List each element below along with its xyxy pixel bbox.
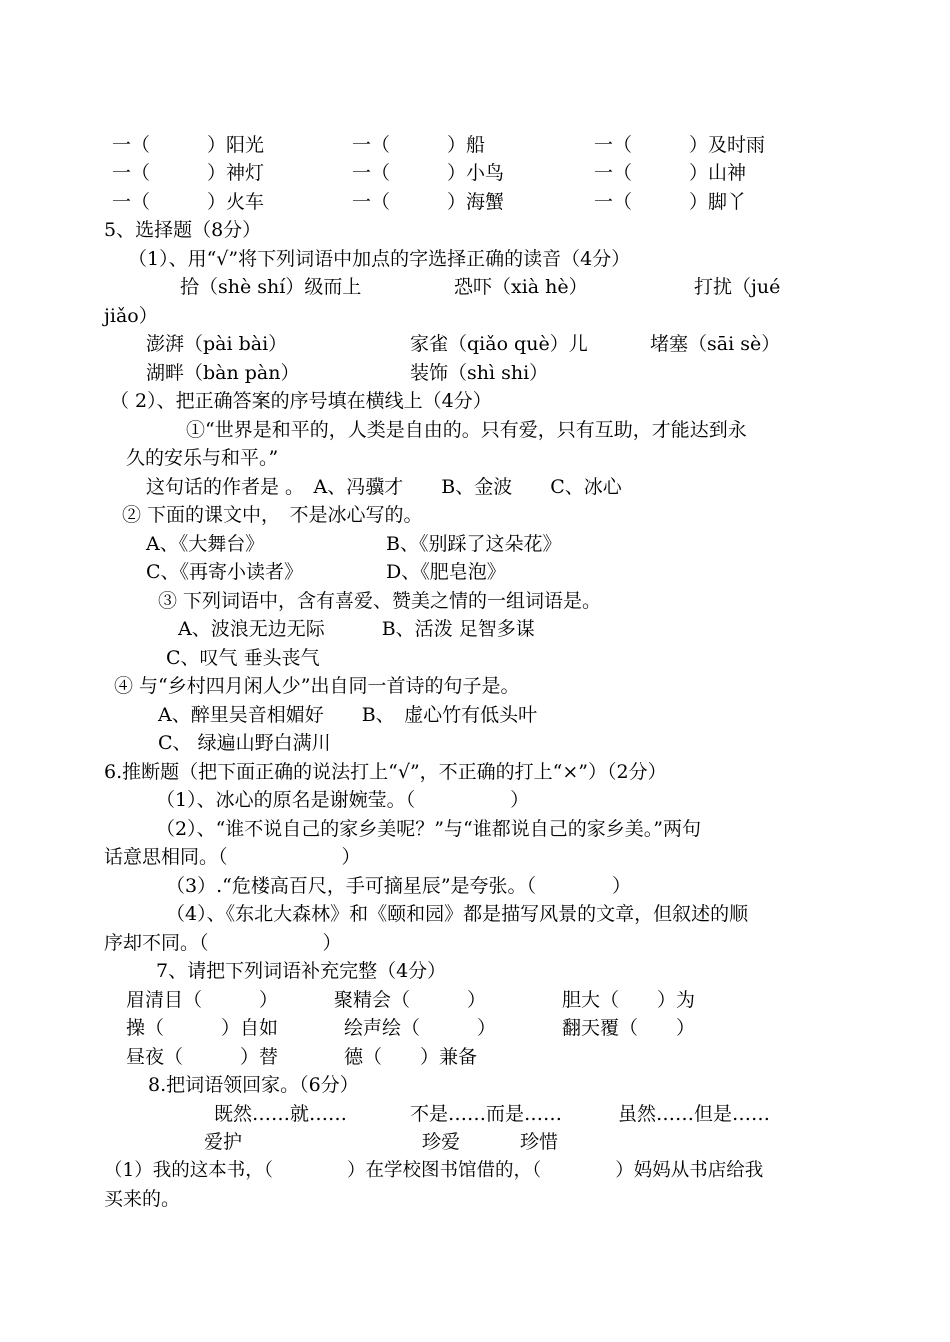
pinyin-item-dusai: 堵塞（sāi sè） [650, 333, 781, 355]
pinyin-item-konghe: 恐吓（xià hè） [454, 276, 588, 298]
question-3-options: A、波浪无边无际 B、活泼 足智多谋 [178, 618, 535, 640]
section7-title: 7、请把下列词语补充完整（4分） [156, 960, 447, 982]
pinyin-item-zhuangshi: 装饰（shì shi） [410, 362, 549, 384]
sentence-1-line1: （1）我的这本书，（ ）在学校图书馆借的，（ ）妈妈从书店给我 [104, 1160, 764, 1181]
word-zhenai: 珍爱 [422, 1131, 461, 1153]
section8-title: 8.把词语领回家。（6分） [148, 1074, 359, 1096]
fill-blank-3-3: 一（ ）脚丫 [594, 191, 747, 213]
judge-item-4-line1: （4）、《东北大森林》和《颐和园》都是描写风景的文章，但叙述的顺 [166, 903, 749, 925]
section5-part1-title: （1）、用“√”将下列词语中加点的字选择正确的读音（4分） [128, 248, 631, 270]
question-2-option-a: A、《大舞台》 [146, 533, 265, 555]
judge-item-3: （3）.“危楼高百尺，手可摘星辰”是夸张。（ ） [166, 875, 632, 897]
judge-item-1: （1）、冰心的原名是谢婉莹。（ ） [156, 789, 530, 811]
fill-blank-3-1: 一（ ）火车 [112, 191, 265, 213]
pinyin-item-jiaque: 家雀（qiǎo què）儿 [410, 333, 588, 355]
question-2-option-b: B、《别踩了这朵花》 [386, 533, 562, 555]
question-1-line2: 久的安乐与和平。” [126, 447, 279, 469]
judge-item-2-line2: 话意思相同。（ ） [104, 846, 361, 868]
word-zhenxi: 珍惜 [520, 1131, 559, 1153]
question-1-options: 这句话的作者是 。 A、冯骥才 B、金波 C、冰心 [146, 476, 622, 498]
idiom-3-2: 德（ ）兼备 [344, 1046, 478, 1068]
idiom-2-1: 操（ ）自如 [126, 1017, 279, 1039]
idiom-1-2: 聚精会（ ） [334, 989, 487, 1011]
question-2-option-c: C、《再寄小读者》 [146, 561, 304, 583]
judge-item-4-line2: 序却不同。（ ） [104, 932, 342, 954]
fill-blank-2-2: 一（ ）小鸟 [352, 162, 505, 184]
word-aihu: 爱护 [204, 1131, 243, 1153]
pinyin-item-darao-wrap: jiǎo） [104, 305, 158, 327]
conjunction-1: 既然……就…… [214, 1103, 348, 1125]
question-4-option-c: C、 绿遍山野白满川 [158, 732, 331, 754]
question-3: ③ 下列词语中，含有喜爱、赞美之情的一组词语是。 [158, 590, 602, 612]
question-3-option-c: C、叹气 垂头丧气 [166, 647, 320, 669]
idiom-2-2: 绘声绘（ ） [344, 1017, 497, 1039]
pinyin-item-pengpai: 澎湃（pài bài） [146, 333, 288, 355]
question-2-option-d: D、《肥皂泡》 [386, 561, 506, 583]
idiom-1-1: 眉清目（ ） [126, 989, 279, 1011]
pinyin-item-hupan: 湖畔（bàn pàn） [146, 362, 300, 384]
fill-blank-3-2: 一（ ）海蟹 [352, 191, 505, 213]
pinyin-item-shiji: 拾（shè shí）级而上 [180, 276, 362, 298]
section5-part2-title: （ 2）、把正确答案的序号填在横线上（4分） [110, 390, 492, 412]
pinyin-item-darao: 打扰（jué [694, 276, 781, 298]
question-2: ② 下面的课文中， 不是冰心写的。 [122, 504, 423, 526]
sentence-1-line2: 买来的。 [104, 1188, 181, 1210]
idiom-3-1: 昼夜（ ）替 [126, 1046, 279, 1068]
fill-blank-1-2: 一（ ）船 [352, 134, 486, 156]
question-4: ④ 与“乡村四月闲人少”出自同一首诗的句子是。 [114, 675, 520, 697]
question-4-options: A、醉里吴音相媚好 B、 虚心竹有低头叶 [158, 704, 538, 726]
section6-title: 6.推断题（把下面正确的说法打上“√”，不正确的打上“×”）（2分） [104, 761, 667, 783]
fill-blank-1-1: 一（ ）阳光 [112, 134, 265, 156]
fill-blank-1-3: 一（ ）及时雨 [594, 134, 766, 156]
question-1-line1: ①“世界是和平的，人类是自由的。只有爱，只有互助，才能达到永 [186, 419, 747, 441]
conjunction-3: 虽然……但是…… [618, 1103, 771, 1125]
section5-title: 5、选择题（8分） [104, 219, 262, 241]
fill-blank-2-1: 一（ ）神灯 [112, 162, 265, 184]
idiom-1-3: 胆大（ ）为 [562, 989, 696, 1011]
conjunction-2: 不是……而是…… [410, 1103, 563, 1125]
idiom-2-3: 翻天覆（ ） [562, 1017, 696, 1039]
judge-item-2-line1: （2）、“谁不说自己的家乡美呢？”与“谁都说自己的家乡美。”两句 [156, 818, 701, 840]
fill-blank-2-3: 一（ ）山神 [594, 162, 747, 184]
